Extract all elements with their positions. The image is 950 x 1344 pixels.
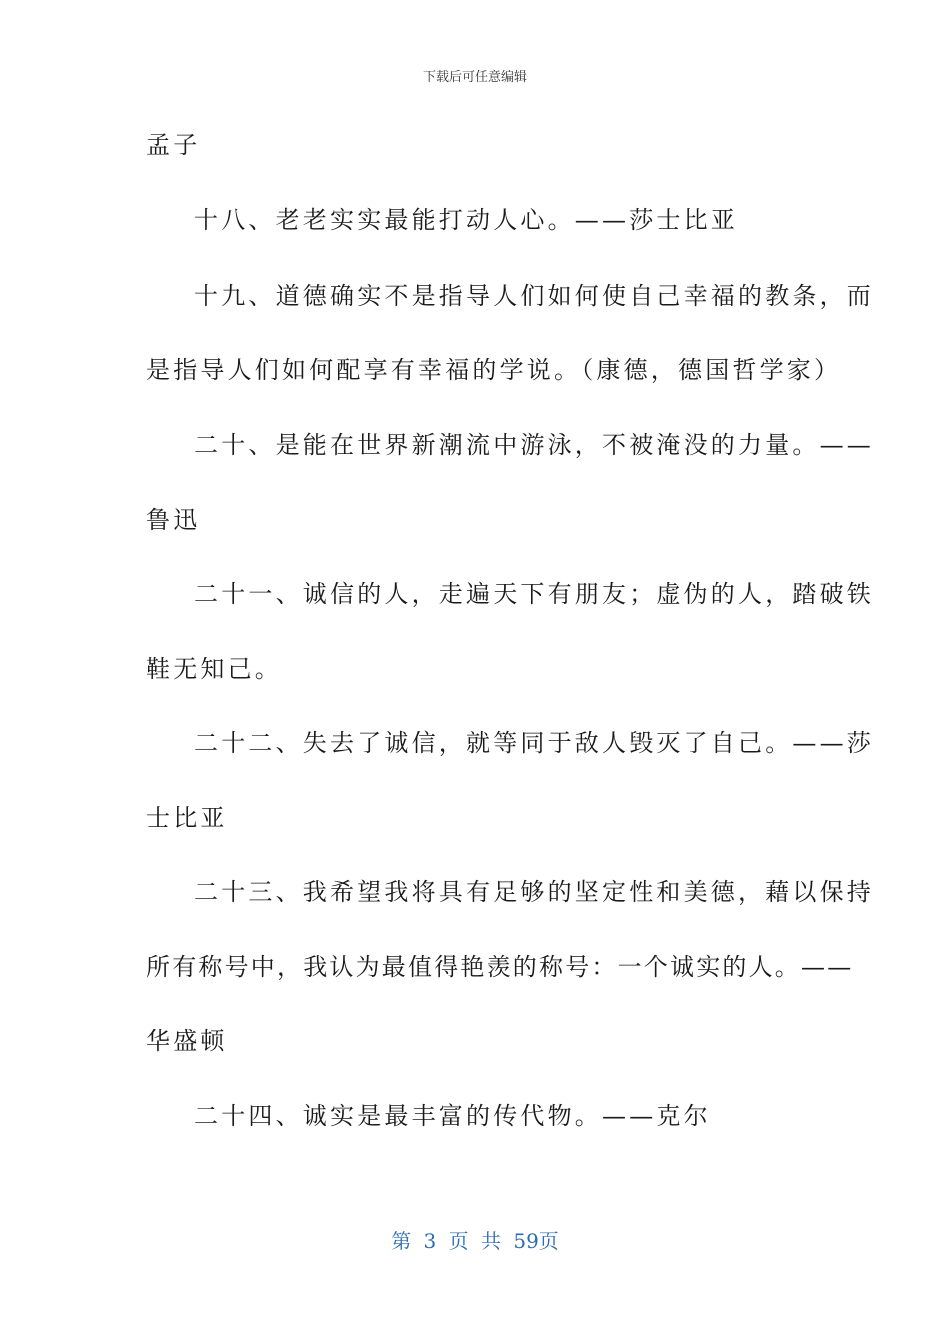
text-line: 十九、道德确实不是指导人们如何使自己幸福的教条，而 bbox=[194, 282, 874, 310]
text-line: 十八、老老实实最能打动人心。——莎士比亚 bbox=[194, 206, 738, 234]
text-line: 二十、是能在世界新潮流中游泳，不被淹没的力量。—— bbox=[194, 431, 874, 459]
text-line: 二十二、失去了诚信，就等同于敌人毁灭了自己。——莎 bbox=[194, 729, 874, 757]
text-line: 华盛顿 bbox=[146, 1027, 228, 1055]
text-line: 是指导人们如何配享有幸福的学说。（康德，德国哲学家） bbox=[146, 356, 842, 384]
text-line: 二十一、诚信的人，走遍天下有朋友；虚伪的人，踏破铁 bbox=[194, 580, 874, 608]
text-line: 二十四、诚实是最丰富的传代物。——克尔 bbox=[194, 1102, 711, 1130]
page-number: 第 3 页 共 59页 bbox=[391, 1229, 559, 1253]
text-line: 孟子 bbox=[146, 131, 201, 159]
page-header: 下载后可任意编辑 bbox=[422, 70, 527, 85]
text-line: 鞋无知己。 bbox=[146, 655, 282, 683]
text-line: 士比亚 bbox=[146, 804, 228, 832]
text-line: 所有称号中，我认为最值得艳羡的称号：一个诚实的人。—— bbox=[146, 953, 854, 981]
text-line: 二十三、我希望我将具有足够的坚定性和美德，藉以保持 bbox=[194, 878, 874, 906]
text-line: 鲁迅 bbox=[146, 506, 201, 534]
